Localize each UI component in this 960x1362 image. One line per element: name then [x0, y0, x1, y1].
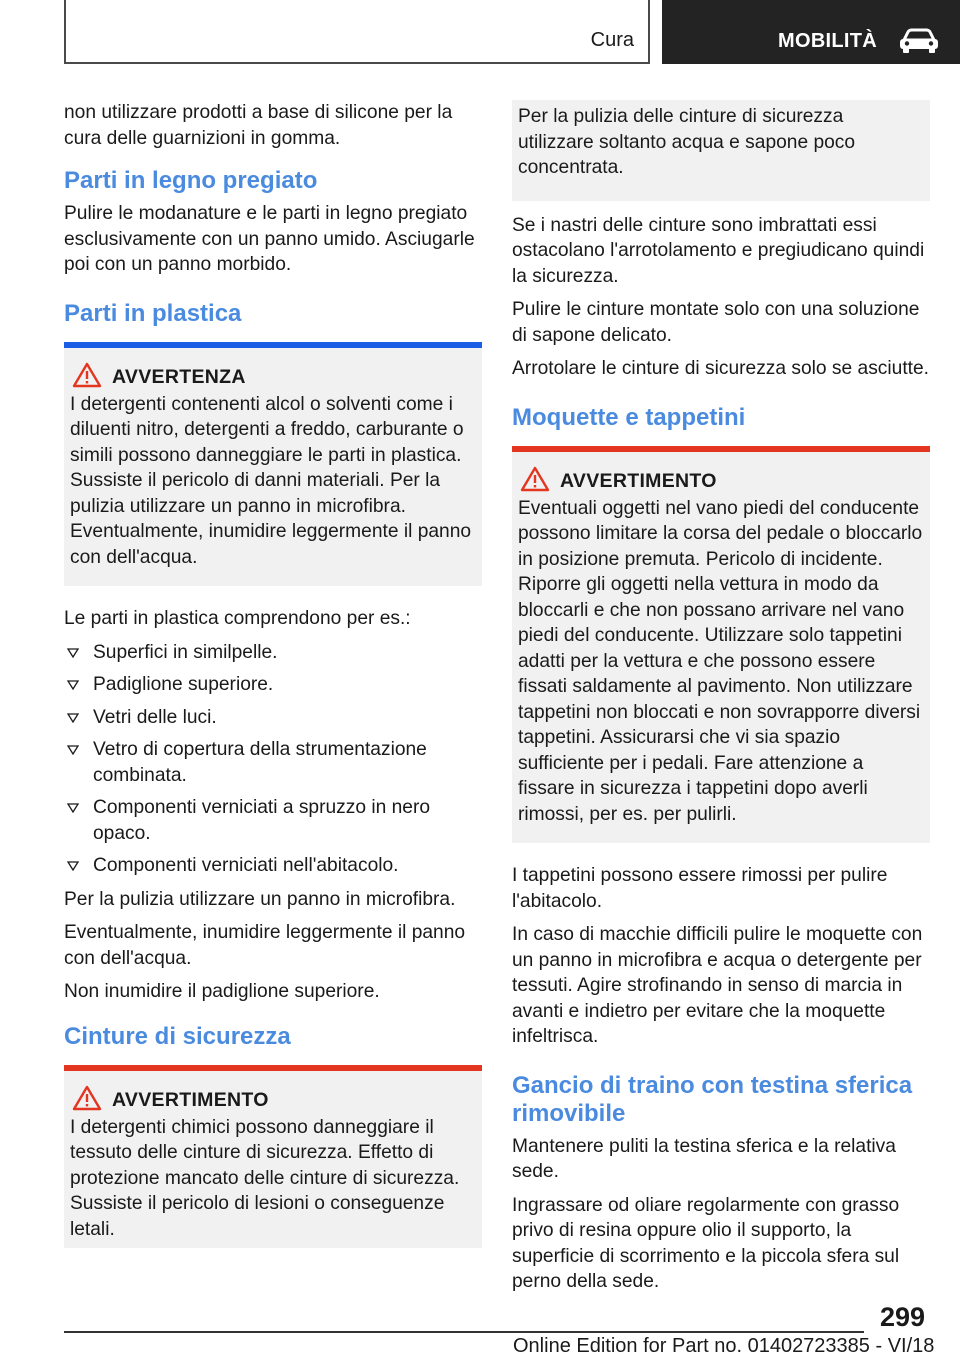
heading-tow-hitch: Gancio di traino con testina sferica rimovibile — [512, 1071, 913, 1127]
bullet-triangle-icon — [67, 648, 79, 658]
mats-paragraph-2: In caso di macchie difficili pulire le moquette con un panno in microfibra e acqua o detergente per tessuti. Agire strofinando in senso di marcia in avanti e indietro per evitare che la moquette infeltrisca. — [512, 924, 923, 1047]
plastic-paragraph-1: Per la pulizia utilizzare un panno in microfibra. — [64, 888, 456, 910]
belts-note-box: Per la pulizia delle cinture di sicurezza utilizzare soltanto acqua e sapone poco concentrata. — [512, 100, 930, 201]
bullet-triangle-icon — [67, 680, 79, 690]
left-column — [64, 100, 482, 1248]
right-column — [512, 100, 930, 1303]
bullet-triangle-icon — [67, 713, 79, 723]
mats-warning-text: Eventuali oggetti nel vano piedi del conducente possono limitare la corsa del pedale o bloccarlo in posizione premuta. Pericolo di incidente. Riporre gli oggetti nella vettura in modo da bloccarli e che non possano arrivare nel vano piedi del conducente. Utilizzare solo tappetini adatti per la vettura e che possono essere fissati saldamente al pavimento. Non utilizzare tappetini non bloccati e non sovrapporre diversi tappetini. Assicurarsi che vi sia spazio sufficiente per i pedali. Fare attenzione a fissare in sicurezza i tappetini dopo averli rimossi, per es. per pulirli. — [518, 497, 923, 825]
list-item: Vetro di copertura della strumentazione combinata. — [64, 737, 482, 788]
warning-triangle-icon — [72, 1085, 102, 1111]
list-item: Componenti verniciati nell'abitacolo. — [64, 853, 482, 879]
plastic-warning-title: AVVERTENZA — [112, 365, 246, 388]
car-icon — [898, 28, 940, 54]
belts-paragraph-3: Arrotolare le cinture di sicurezza solo se asciutte. — [512, 358, 929, 379]
mats-paragraph-1: I tappetini possono essere rimossi per pulire l'abitacolo. — [512, 865, 888, 912]
page-number: 299 — [880, 1302, 926, 1332]
belts-warning-title: AVVERTIMENTO — [112, 1088, 269, 1111]
mats-warning-title: AVVERTIMENTO — [560, 469, 717, 492]
hitch-paragraph-2: Ingrassare od oliare regolarmente con grasso privo di resina oppure olio il supporto, la superficie di scorrimento e la piccola sfera sul perno della sede. — [512, 1194, 900, 1292]
footer-divider — [64, 1331, 864, 1333]
warning-triangle-icon — [72, 362, 102, 388]
belts-warning-box — [64, 1065, 482, 1249]
plastic-intro: Le parti in plastica comprendono per es.: — [64, 608, 411, 629]
bullet-triangle-icon — [67, 803, 79, 813]
wood-paragraph: Pulire le modanature e le parti in legno pregiato esclusivamente con un panno umido. Asciugarle poi con un panno morbido. — [64, 203, 475, 275]
plastic-warning-text: I detergenti contenenti alcol o solventi come i diluenti nitro, detergenti a freddo, carburante o simili possono danneggiare le parti in plastica. Sussiste il pericolo di danni materiali. Per la pulizia utilizzare un panno in microfibra. Eventualmente, inumidire leggermente il panno con dell'acqua. — [70, 393, 472, 568]
intro-paragraph: non utilizzare prodotti a base di silicone per la cura delle guarnizioni in gomma. — [64, 102, 453, 149]
list-item: Componenti verniciati a spruzzo in nero opaco. — [64, 795, 482, 846]
heading-carpets-mats: Moquette e tappetini — [512, 403, 746, 431]
belts-warning-text: I detergenti chimici possono danneggiare il tessuto delle cinture di sicurezza. Effetto di protezione mancato delle cinture di sicurezza. Sussiste il pericolo di lesioni o conseguenze letali. — [70, 1116, 460, 1240]
heading-seat-belts: Cinture di sicurezza — [64, 1022, 291, 1050]
warning-triangle-icon — [520, 466, 550, 492]
hitch-paragraph-1: Mantenere puliti la testina sferica e la relativa sede. — [512, 1135, 896, 1182]
list-item: Padiglione superiore. — [64, 672, 482, 698]
header-chapter-tab — [662, 0, 960, 64]
plastic-paragraph-2: Eventualmente, inumidire leggermente il panno con dell'acqua. — [64, 922, 466, 969]
belts-paragraph-2: Pulire le cinture montate solo con una soluzione di sapone delicato. — [512, 299, 920, 346]
heading-plastic-parts: Parti in plastica — [64, 299, 242, 327]
plastic-parts-list — [64, 640, 482, 879]
chapter-title: MOBILITÀ — [778, 30, 878, 52]
plastic-paragraph-3: Non inumidire il padiglione superiore. — [64, 981, 380, 1002]
header-section-tab — [64, 0, 650, 64]
belts-paragraph-1: Se i nastri delle cinture sono imbrattati essi ostacolano l'arrotolamento e pregiudicano quindi la sicurezza. — [512, 214, 925, 287]
list-item: Vetri delle luci. — [64, 705, 482, 731]
heading-wood-parts: Parti in legno pregiato — [64, 167, 318, 194]
mats-warning-box — [512, 446, 930, 844]
bullet-triangle-icon — [67, 861, 79, 871]
edition-footer: Online Edition for Part no. 01402723385 - VI/18 — [513, 1335, 935, 1357]
plastic-warning-box — [64, 342, 482, 587]
list-item: Superfici in similpelle. — [64, 640, 482, 666]
section-title: Cura — [590, 29, 634, 51]
bullet-triangle-icon — [67, 745, 79, 755]
